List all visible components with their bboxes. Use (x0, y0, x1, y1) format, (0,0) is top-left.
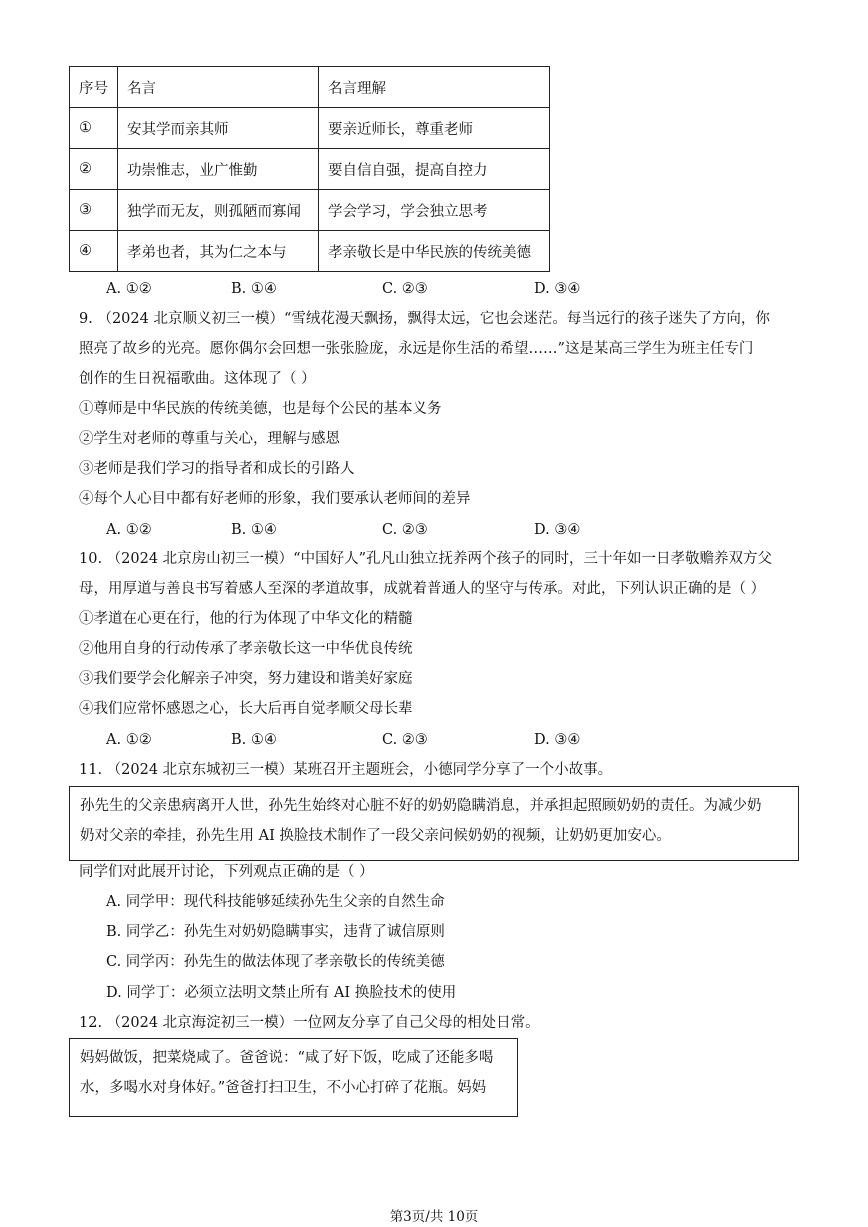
q9-statement-4: ④每个人心目中都有好老师的形象，我们要承认老师间的差异 (79, 491, 471, 507)
table-cell: 学会学习，学会独立思考 (319, 190, 550, 231)
table-cell: ② (70, 149, 118, 190)
q10-statement-2: ②他用自身的行动传承了孝亲敬长这一中华优良传统 (79, 641, 413, 657)
q12-story-box (69, 1038, 518, 1117)
q11-option-d: D. 同学丁：必须立法明文禁止所有 AI 换脸技术的使用 (106, 985, 457, 1001)
q11-story-line-2: 奶对父亲的牵挂，孙先生用 AI 换脸技术制作了一段父亲问候奶奶的视频，让奶奶更加安心。 (80, 828, 671, 844)
q8-option-a: A. ①② (106, 281, 152, 297)
q11-option-c: C. 同学丙：孙先生的做法体现了孝亲敬长的传统美德 (106, 954, 445, 970)
q11-stem: 11. （2024 北京东城初三一模）某班召开主题班会，小德同学分享了一个小故事。 (79, 762, 613, 778)
table-cell: 独学而无友，则孤陋而寡闻 (118, 190, 319, 231)
q9-option-c: C. ②③ (382, 522, 428, 538)
q10-statement-4: ④我们应常怀感恩之心，长大后再自觉孝顺父母长辈 (79, 701, 413, 717)
q8-option-d: D. ③④ (534, 281, 581, 297)
q11-story-box (69, 786, 799, 861)
table-row (70, 190, 550, 231)
table-cell: ③ (70, 190, 118, 231)
table-header-row (70, 67, 550, 108)
table-cell: 要亲近师长，尊重老师 (319, 108, 550, 149)
q9-stem-line-1: 9. （2024 北京顺义初三一模）“雪绒花漫天飘扬，飘得太远，它也会迷茫。每当远行的孩子迷失了方向，你 (79, 311, 770, 327)
table-cell: 要自信自强，提高自控力 (319, 149, 550, 190)
table-cell: 安其学而亲其师 (118, 108, 319, 149)
table-cell: 功崇惟志，业广惟勤 (118, 149, 319, 190)
q8-option-c: C. ②③ (382, 281, 428, 297)
q11-option-b: B. 同学乙：孙先生对奶奶隐瞒事实，违背了诚信原则 (106, 924, 445, 940)
maxims-table (69, 66, 550, 272)
q11-option-a: A. 同学甲：现代科技能够延续孙先生父亲的自然生命 (106, 894, 445, 910)
table-row (70, 231, 550, 272)
q10-stem-line-1: 10. （2024 北京房山初三一模）“中国好人”孔凡山独立抚养两个孩子的同时，三十年如一日孝敬赡养双方父 (79, 551, 773, 567)
q9-stem-line-2: 照亮了故乡的光亮。愿你偶尔会回想一张张脸庞，永远是你生活的希望……”这是某高三学生为班主任专门 (79, 341, 754, 357)
table-row (70, 149, 550, 190)
q9-option-a: A. ①② (106, 522, 152, 538)
q10-option-a: A. ①② (106, 732, 152, 748)
table-header-cell: 名言 (118, 67, 319, 108)
page-footer: 第3页/共 10页 (389, 1209, 479, 1225)
q9-stem-line-3: 创作的生日祝福歌曲。这体现了（ ） (79, 371, 316, 387)
table-header-cell: 名言理解 (319, 67, 550, 108)
q9-option-b: B. ①④ (231, 522, 277, 538)
q10-stem-line-2: 母，用厚道与善良书写着感人至深的孝道故事，成就着普通人的坚守与传承。对此，下列认识正确的是（ ） (79, 581, 766, 597)
q9-option-d: D. ③④ (534, 522, 581, 538)
table-cell: 孝弟也者，其为仁之本与 (118, 231, 319, 272)
q9-statement-2: ②学生对老师的尊重与关心，理解与感恩 (79, 431, 340, 447)
q8-option-b: B. ①④ (231, 281, 277, 297)
q12-stem: 12. （2024 北京海淀初三一模）一位网友分享了自己父母的相处日常。 (79, 1015, 540, 1031)
table-header-cell: 序号 (70, 67, 118, 108)
q10-statement-1: ①孝道在心更在行，他的行为体现了中华文化的精髓 (79, 611, 413, 627)
table-cell: 孝亲敬长是中华民族的传统美德 (319, 231, 550, 272)
q10-option-d: D. ③④ (534, 732, 581, 748)
q10-option-b: B. ①④ (231, 732, 277, 748)
q9-statement-1: ①尊师是中华民族的传统美德，也是每个公民的基本义务 (79, 401, 442, 417)
q10-statement-3: ③我们要学会化解亲子冲突，努力建设和谐美好家庭 (79, 671, 413, 687)
q11-question: 同学们对此展开讨论，下列观点正确的是（ ） (79, 864, 374, 880)
q12-story-line-1: 妈妈做饭，把菜烧咸了。爸爸说：“咸了好下饭，吃咸了还能多喝 (80, 1050, 494, 1066)
q10-option-c: C. ②③ (382, 732, 428, 748)
q12-story-line-2: 水，多喝水对身体好。”爸爸打扫卫生，不小心打碎了花瓶。妈妈 (80, 1080, 487, 1096)
table-row (70, 108, 550, 149)
table-cell: ④ (70, 231, 118, 272)
q11-story-line-1: 孙先生的父亲患病离开人世，孙先生始终对心脏不好的奶奶隐瞒消息，并承担起照顾奶奶的责任。为减少奶 (80, 798, 762, 814)
q9-statement-3: ③老师是我们学习的指导者和成长的引路人 (79, 461, 355, 477)
table-cell: ① (70, 108, 118, 149)
